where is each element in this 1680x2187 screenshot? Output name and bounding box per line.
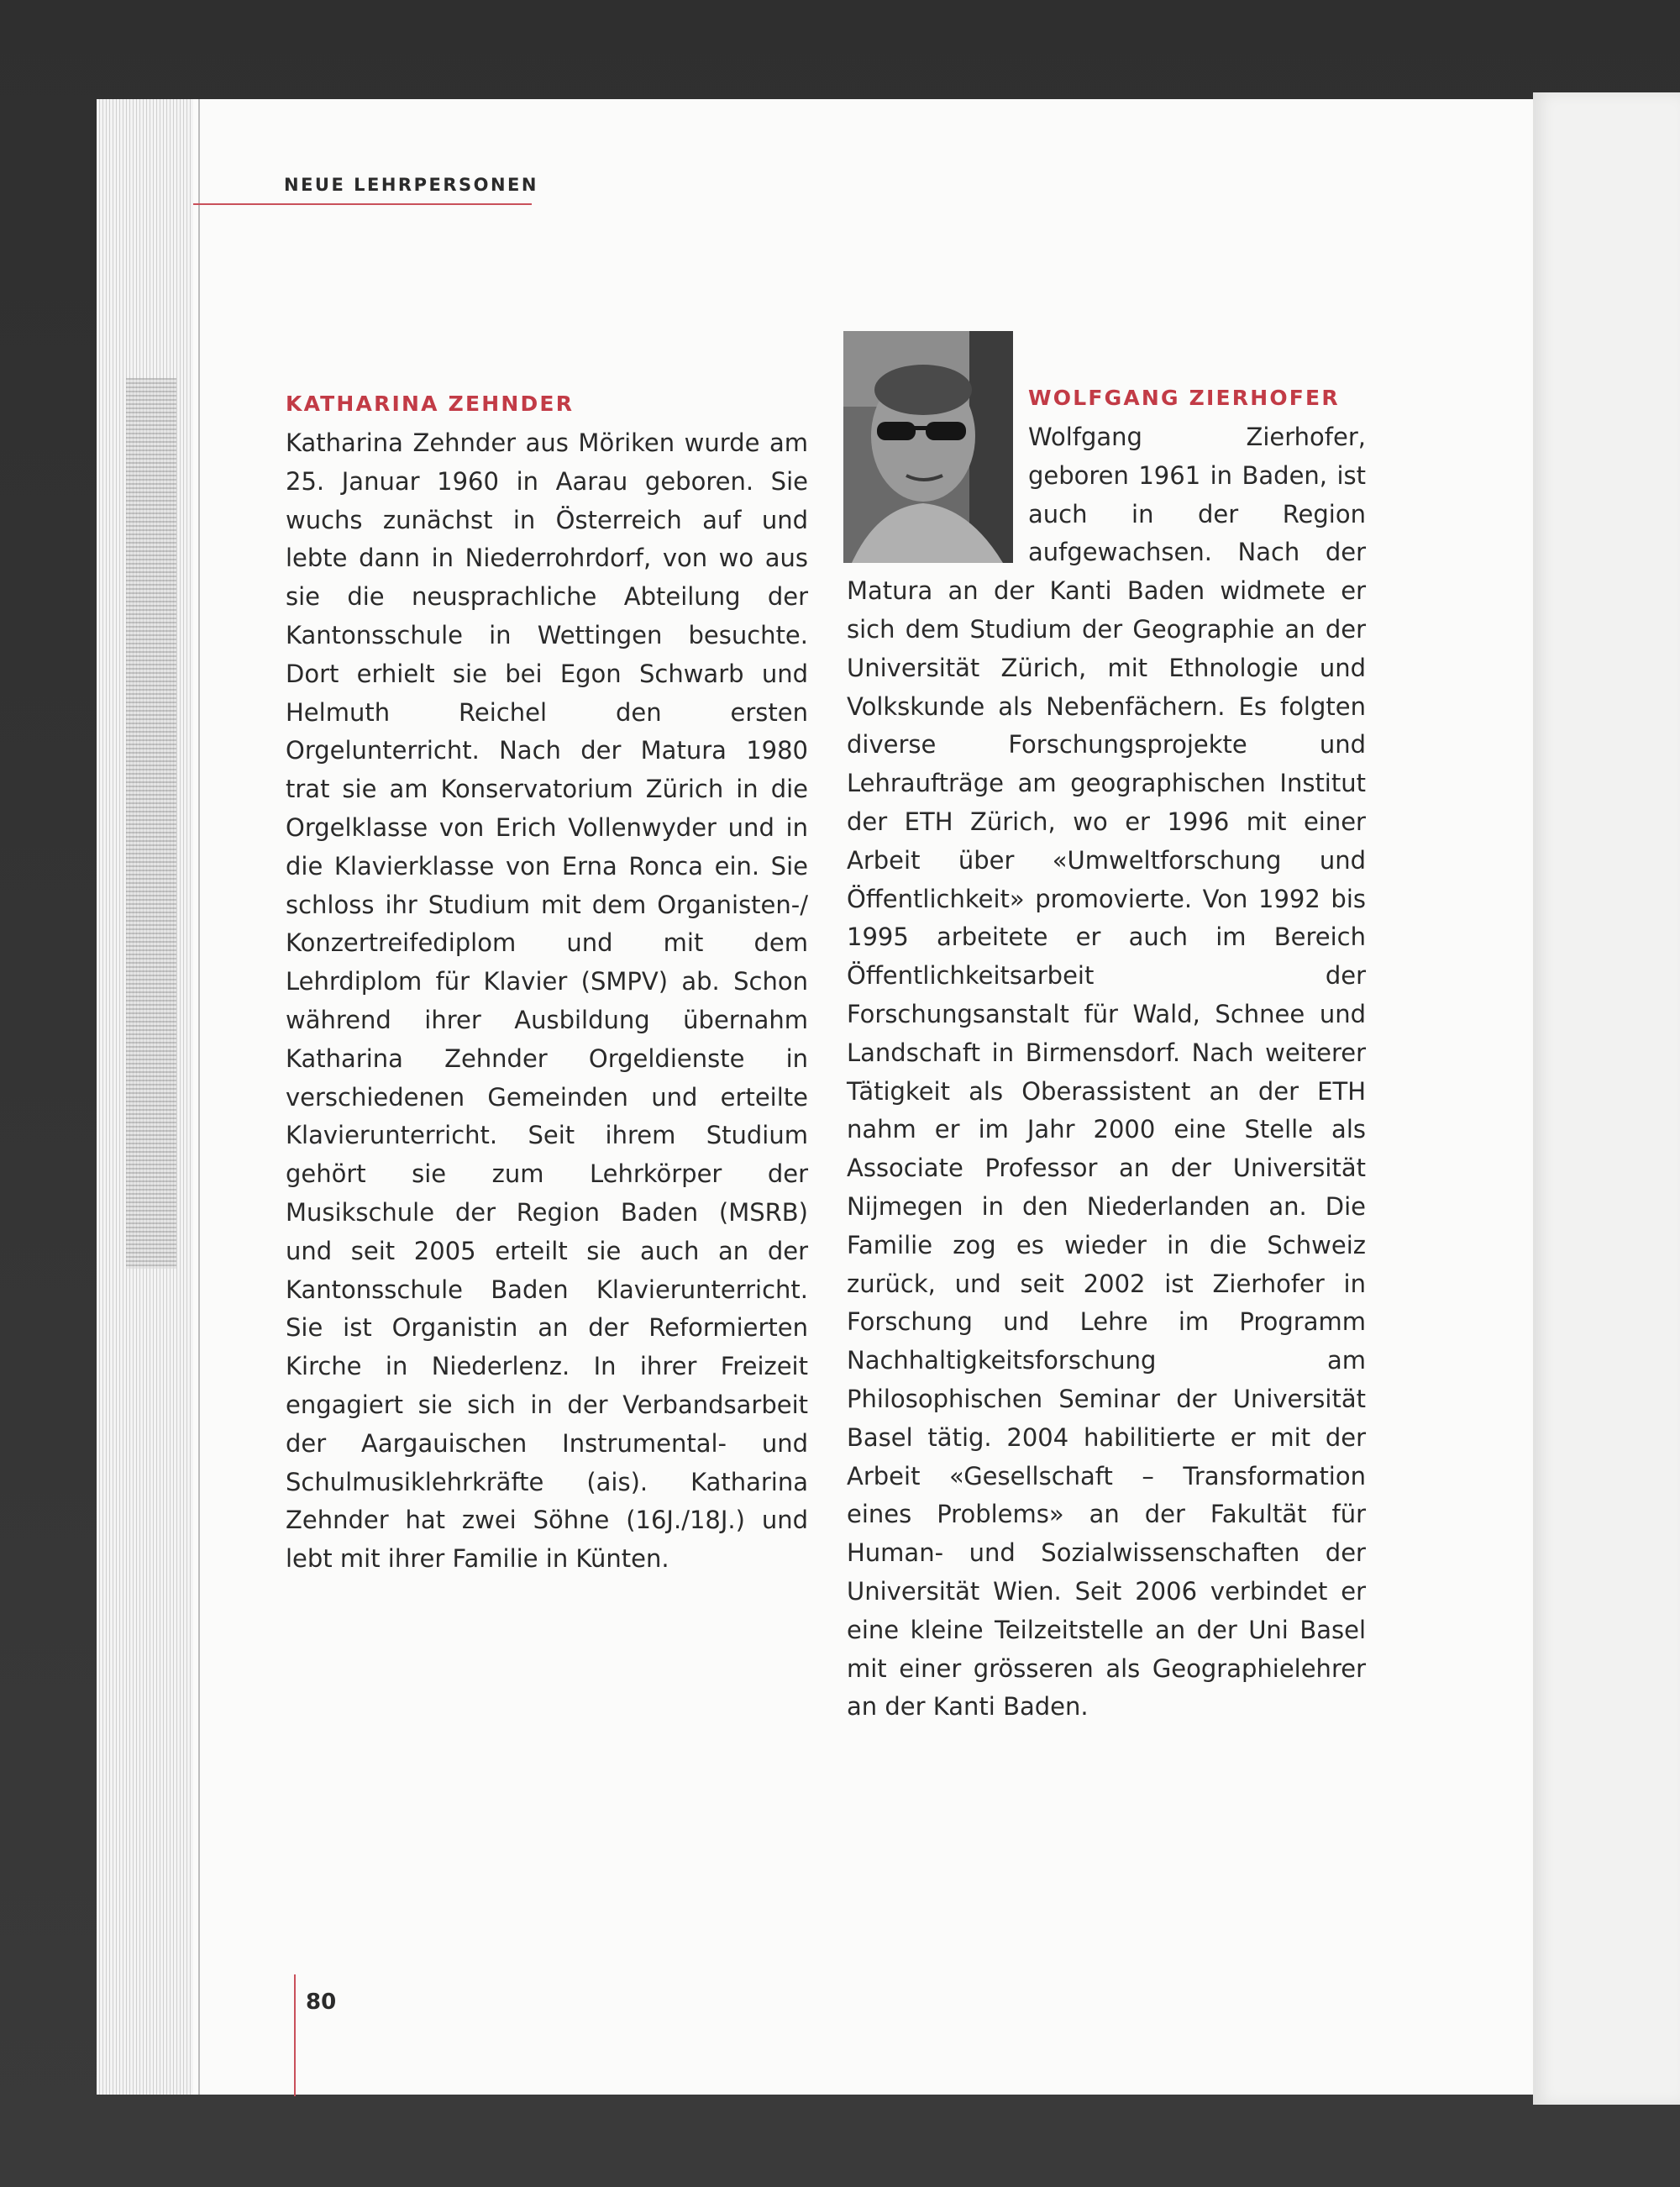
article-katharina-zehnder [286, 384, 808, 1579]
portrait-image [843, 331, 1013, 563]
portrait-photo [843, 331, 1013, 563]
article-body: Katharina Zehnder aus Möriken wurde am 25. Januar 1960 in Aarau geboren. Sie wuchs zunächst in Österreich auf und lebte dann in Niederrohrdorf, von wo aus sie die neusprachliche Abteilung der Kantonsschule in Wettingen besuchte. Dort erhielt sie bei Egon Schwarb und Helmuth Reichel den ersten Orgelunterricht. Nach der Matura 1980 trat sie am Konservatorium Zürich in die Orgelklasse von Erich Vollenwyder und in die Klavierklasse von Erna Ronca ein. Sie schloss ihr Studium mit dem Organisten-/ Konzertreifediplom und mit dem Lehrdiplom für Klavier (SMPV) ab. Schon während ihrer Ausbildung übernahm Katharina Zehnder Orgeldienste in verschiedenen Gemeinden und erteilte Klavierunterricht. Seit ihrem Studium gehört sie zum Lehrkörper der Musikschule der Region Baden (MSRB) und seit 2005 erteilt sie auch an der Kantonsschule Baden Klavierunterricht. Sie ist Organistin an der Reformierten Kirche in Niederlenz. In ihrer Freizeit engagiert sie sich in der Verbandsarbeit der Aargauischen Instrumental- und Schulmusiklehrkräfte (ais). Katharina Zehnder hat zwei Söhne (16J./18J.) und lebt mit ihrer Familie in Künten. [286, 428, 808, 1574]
section-label: NEUE LEHRPERSONEN [284, 175, 538, 195]
article-heading: WOLFGANG ZIERHOFER [1028, 386, 1340, 410]
header-rule [193, 203, 532, 205]
article-wolfgang-zierhofer [847, 378, 1366, 1727]
article-heading: KATHARINA ZEHNDER [286, 392, 575, 416]
facing-page-edge [1533, 92, 1680, 2105]
page-number: 80 [306, 1990, 337, 2015]
page-number-rule [294, 1974, 296, 2096]
binding-line [198, 99, 200, 2095]
article-body: Wolfgang Zierhofer, geboren 1961 in Baden, ist auch in der Region aufgewachsen. Nach der Matura an der Kanti Baden widmete er sich dem Studium der Geographie an der Universität Zürich, mit Ethnologie und Volkskunde als Nebenfächern. Es folgten diverse Forschungsprojekte und Lehraufträge am geographischen Institut der ETH Zürich, wo er 1996 mit einer Arbeit über «Umweltforschung und Öffentlichkeit» promovierte. Von 1992 bis 1995 arbeitete er auch im Bereich Öffentlichkeitsarbeit der Forschungsanstalt für Wald, Schnee und Landschaft in Birmensdorf. Nach weiterer Tätigkeit als Oberassistent an der ETH nahm er im Jahr 2000 eine Stelle als Associate Professor an der Universität Nijmegen in den Niederlanden an. Die Familie zog es wieder in die Schweiz zurück, und seit 2002 ist Zierhofer in Forschung und Lehre im Programm Nachhaltigkeitsforschung am Philosophischen Seminar der Universität Basel tätig. 2004 habilitierte er mit der Arbeit «Gesellschaft – Transformation eines Problems» an der Fakultät für Human- und Sozialwissenschaften der Universität Wien. Seit 2006 verbindet er eine kleine Teilzeitstelle an der Uni Basel mit einer grösseren als Geographielehrer an der Kanti Baden. [847, 423, 1366, 1722]
page-edge-shading [126, 378, 176, 1269]
